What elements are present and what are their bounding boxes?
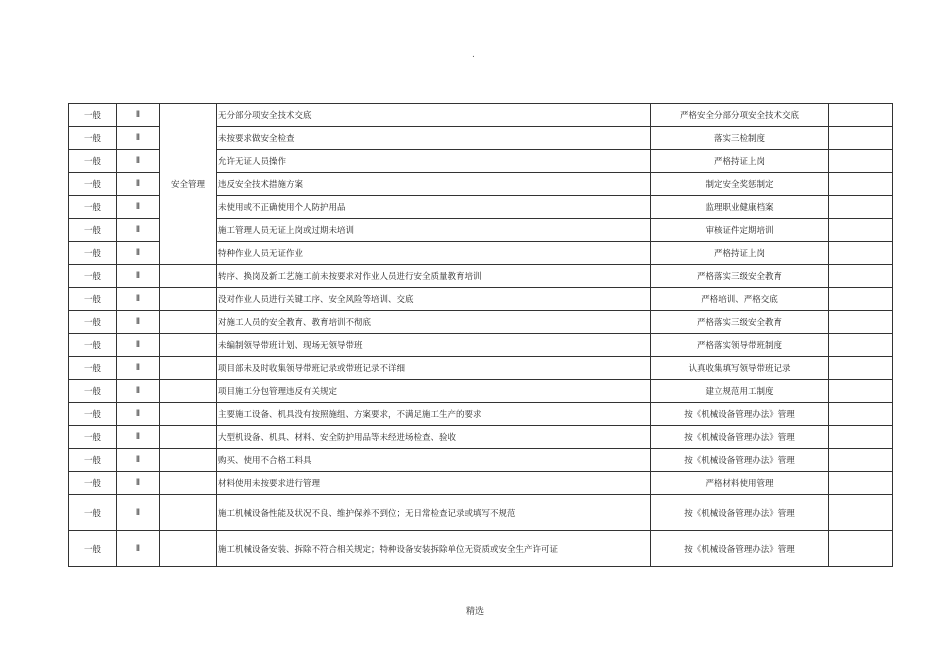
- header-mark: .: [472, 50, 475, 60]
- category-cell-empty: [160, 334, 217, 357]
- table-row: [69, 334, 893, 357]
- extra-cell: [829, 150, 893, 173]
- table-row: [69, 380, 893, 403]
- table-row: [69, 426, 893, 449]
- measure-cell: 按《机械设备管理办法》管理: [651, 403, 829, 426]
- risk-grade-cell: Ⅱ: [117, 265, 160, 288]
- measure-cell: 严格培训、严格交底: [651, 288, 829, 311]
- table-row: [69, 531, 893, 567]
- category-cell-empty: [160, 472, 217, 495]
- hazard-cell: 大型机设备、机具、材料、安全防护用品等未经进场检查、验收: [217, 426, 651, 449]
- table-row: [69, 288, 893, 311]
- risk-level-cell: 一般: [69, 334, 117, 357]
- risk-grade-cell: Ⅱ: [117, 531, 160, 567]
- extra-cell: [829, 265, 893, 288]
- risk-level-cell: 一般: [69, 380, 117, 403]
- extra-cell: [829, 104, 893, 127]
- measure-cell: 按《机械设备管理办法》管理: [651, 531, 829, 567]
- risk-level-cell: 一般: [69, 472, 117, 495]
- risk-level-cell: 一般: [69, 242, 117, 265]
- hazard-cell: 施工机械设备安装、拆除不符合相关规定；特种设备安装拆除单位无资质或安全生产许可证: [217, 531, 651, 567]
- extra-cell: [829, 173, 893, 196]
- risk-grade-cell: Ⅱ: [117, 426, 160, 449]
- hazard-cell: 没对作业人员进行关键工序、安全风险等培训、交底: [217, 288, 651, 311]
- hazard-cell: 违反安全技术措施方案: [217, 173, 651, 196]
- table-row: [69, 357, 893, 380]
- measure-cell: 落实三检制度: [651, 127, 829, 150]
- risk-level-cell: 一般: [69, 495, 117, 531]
- extra-cell: [829, 219, 893, 242]
- measure-cell: 按《机械设备管理办法》管理: [651, 426, 829, 449]
- category-cell-empty: [160, 403, 217, 426]
- risk-grade-cell: Ⅱ: [117, 403, 160, 426]
- hazard-cell: 施工管理人员无证上岗或过期未培训: [217, 219, 651, 242]
- category-cell-empty: [160, 265, 217, 288]
- risk-level-cell: 一般: [69, 288, 117, 311]
- risk-level-cell: 一般: [69, 403, 117, 426]
- extra-cell: [829, 288, 893, 311]
- extra-cell: [829, 531, 893, 567]
- extra-cell: [829, 196, 893, 219]
- risk-level-cell: 一般: [69, 104, 117, 127]
- category-cell-empty: [160, 380, 217, 403]
- risk-grade-cell: Ⅱ: [117, 380, 160, 403]
- category-cell-empty: [160, 495, 217, 531]
- extra-cell: [829, 426, 893, 449]
- extra-cell: [829, 334, 893, 357]
- risk-level-cell: 一般: [69, 265, 117, 288]
- risk-grade-cell: Ⅱ: [117, 104, 160, 127]
- table-row: [69, 104, 893, 127]
- category-cell: 安全管理: [160, 104, 217, 265]
- measure-cell: 按《机械设备管理办法》管理: [651, 495, 829, 531]
- risk-grade-cell: Ⅱ: [117, 127, 160, 150]
- risk-grade-cell: Ⅱ: [117, 449, 160, 472]
- measure-cell: 严格落实三级安全教育: [651, 265, 829, 288]
- footer-label: 精选: [465, 607, 484, 617]
- risk-grade-cell: Ⅱ: [117, 334, 160, 357]
- risk-grade-cell: Ⅱ: [117, 219, 160, 242]
- extra-cell: [829, 403, 893, 426]
- category-cell-empty: [160, 288, 217, 311]
- table-row: [69, 472, 893, 495]
- measure-cell: 严格落实领导带班制度: [651, 334, 829, 357]
- risk-grade-cell: Ⅱ: [117, 288, 160, 311]
- extra-cell: [829, 127, 893, 150]
- risk-level-cell: 一般: [69, 219, 117, 242]
- measure-cell: 严格落实三级安全教育: [651, 311, 829, 334]
- hazard-cell: 项目部未及时收集领导带班记录或带班记录不详细: [217, 357, 651, 380]
- measure-cell: 严格持证上岗: [651, 242, 829, 265]
- risk-grade-cell: Ⅱ: [117, 472, 160, 495]
- category-cell-empty: [160, 531, 217, 567]
- extra-cell: [829, 449, 893, 472]
- category-cell-empty: [160, 426, 217, 449]
- table-row: [69, 495, 893, 531]
- risk-level-cell: 一般: [69, 173, 117, 196]
- measure-cell: 审核证件定期培训: [651, 219, 829, 242]
- table-row: [69, 403, 893, 426]
- risk-level-cell: 一般: [69, 357, 117, 380]
- extra-cell: [829, 311, 893, 334]
- measure-cell: 建立规范用工制度: [651, 380, 829, 403]
- risk-level-cell: 一般: [69, 531, 117, 567]
- extra-cell: [829, 357, 893, 380]
- risk-grade-cell: Ⅱ: [117, 242, 160, 265]
- risk-level-cell: 一般: [69, 127, 117, 150]
- measure-cell: 严格材料使用管理: [651, 472, 829, 495]
- measure-cell: 认真收集填写领导带班记录: [651, 357, 829, 380]
- risk-grade-cell: Ⅱ: [117, 150, 160, 173]
- hazard-cell: 未编制领导带班计划、现场无领导带班: [217, 334, 651, 357]
- hazard-cell: 材料使用未按要求进行管理: [217, 472, 651, 495]
- measure-cell: 按《机械设备管理办法》管理: [651, 449, 829, 472]
- table-row: [69, 449, 893, 472]
- extra-cell: [829, 380, 893, 403]
- table-row: [69, 311, 893, 334]
- measure-cell: 严格持证上岗: [651, 150, 829, 173]
- extra-cell: [829, 242, 893, 265]
- risk-grade-cell: Ⅱ: [117, 173, 160, 196]
- hazard-cell: 无分部分项安全技术交底: [217, 104, 651, 127]
- extra-cell: [829, 495, 893, 531]
- measure-cell: 制定安全奖惩制定: [651, 173, 829, 196]
- risk-level-cell: 一般: [69, 311, 117, 334]
- risk-table-body: [69, 104, 893, 567]
- hazard-cell: 对施工人员的安全教育、教育培训不彻底: [217, 311, 651, 334]
- table-row: [69, 265, 893, 288]
- category-cell-empty: [160, 449, 217, 472]
- hazard-cell: 主要施工设备、机具没有按照施组、方案要求，不满足施工生产的要求: [217, 403, 651, 426]
- risk-grade-cell: Ⅱ: [117, 311, 160, 334]
- risk-grade-cell: Ⅱ: [117, 495, 160, 531]
- risk-grade-cell: Ⅱ: [117, 357, 160, 380]
- hazard-cell: 允许无证人员操作: [217, 150, 651, 173]
- risk-table: [68, 103, 893, 567]
- hazard-cell: 施工机械设备性能及状况不良、维护保养不到位；无日常检查记录或填写不规范: [217, 495, 651, 531]
- category-cell-empty: [160, 311, 217, 334]
- hazard-cell: 未按要求做安全检查: [217, 127, 651, 150]
- risk-level-cell: 一般: [69, 426, 117, 449]
- measure-cell: 严格安全分部分项安全技术交底: [651, 104, 829, 127]
- hazard-cell: 未使用或不正确使用个人防护用品: [217, 196, 651, 219]
- extra-cell: [829, 472, 893, 495]
- hazard-cell: 购买、使用不合格工料具: [217, 449, 651, 472]
- risk-grade-cell: Ⅱ: [117, 196, 160, 219]
- risk-level-cell: 一般: [69, 150, 117, 173]
- hazard-cell: 特种作业人员无证作业: [217, 242, 651, 265]
- hazard-cell: 转序、换岗及新工艺施工前未按要求对作业人员进行安全质量教育培训: [217, 265, 651, 288]
- risk-level-cell: 一般: [69, 449, 117, 472]
- risk-level-cell: 一般: [69, 196, 117, 219]
- measure-cell: 监理职业健康档案: [651, 196, 829, 219]
- hazard-cell: 项目施工分包管理违反有关规定: [217, 380, 651, 403]
- category-cell-empty: [160, 357, 217, 380]
